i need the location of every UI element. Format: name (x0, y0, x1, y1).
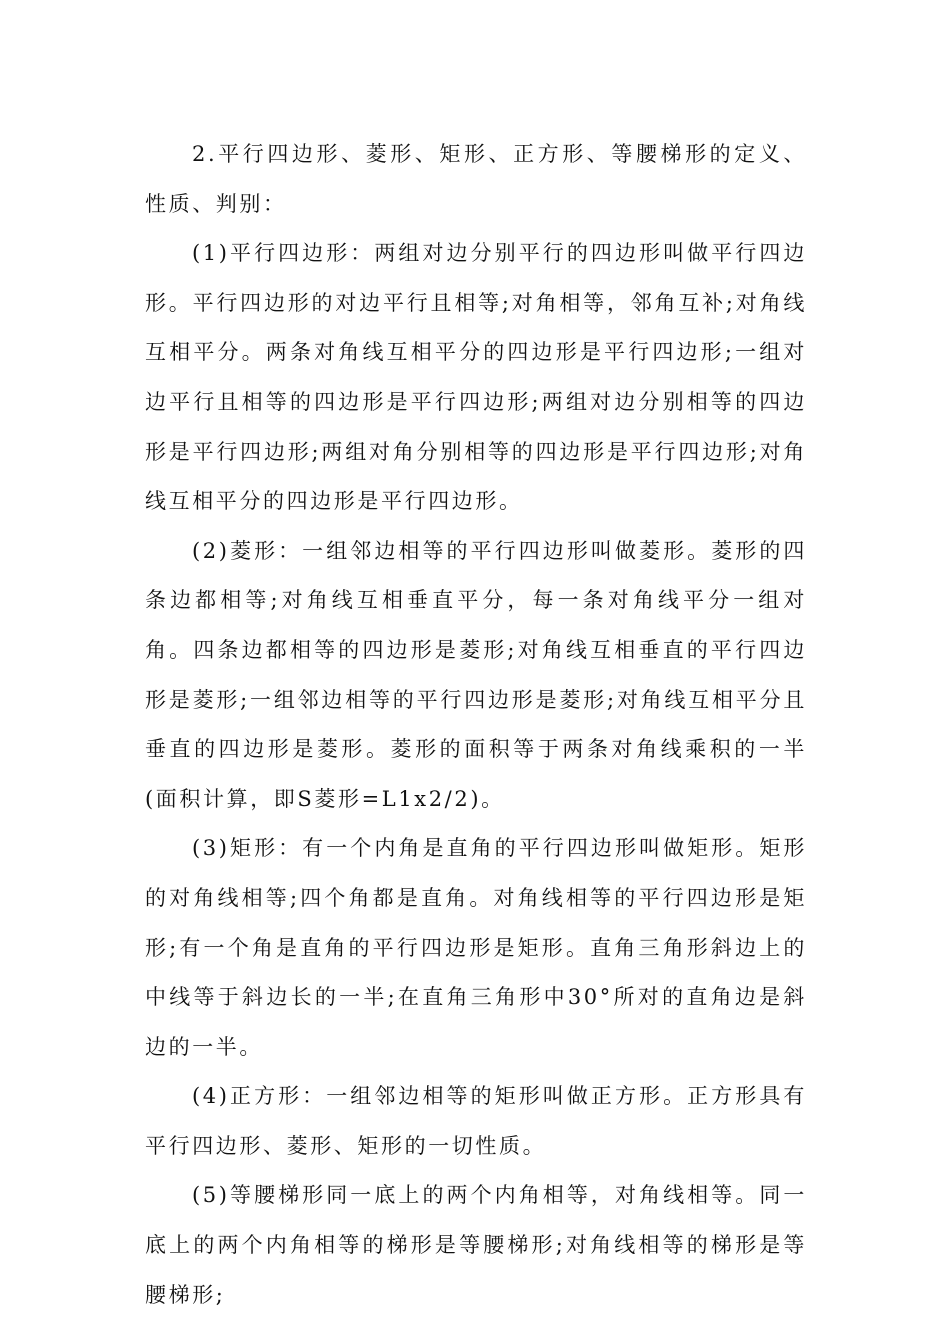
paragraph-square: (4)正方形：一组邻边相等的矩形叫做正方形。正方形具有平行四边形、菱形、矩形的一切性质。 (145, 1084, 807, 1158)
paragraph-heading: 2.平行四边形、菱形、矩形、正方形、等腰梯形的定义、性质、判别： (145, 142, 807, 216)
paragraph-parallelogram: (1)平行四边形：两组对边分别平行的四边形叫做平行四边形。平行四边形的对边平行且相等;对角相等，邻角互补;对角线互相平分。两条对角线互相平分的四边形是平行四边形;一组对边平行且相等的四边形是平行四边形;两组对边分别相等的四边形是平行四边形;两组对角分别相等的四边形是平行四边形;对角线互相平分的四边形是平行四边形。 (145, 241, 807, 514)
paragraph-isosceles-trapezoid: (5)等腰梯形同一底上的两个内角相等，对角线相等。同一底上的两个内角相等的梯形是等腰梯形;对角线相等的梯形是等腰梯形; (145, 1183, 807, 1307)
paragraph-rectangle: (3)矩形：有一个内角是直角的平行四边形叫做矩形。矩形的对角线相等;四个角都是直角。对角线相等的平行四边形是矩形;有一个角是直角的平行四边形是矩形。直角三角形斜边上的中线等于斜边长的一半;在直角三角形中30°所对的直角边是斜边的一半。 (145, 836, 807, 1059)
document-body (145, 130, 807, 1320)
paragraph-rhombus: (2)菱形：一组邻边相等的平行四边形叫做菱形。菱形的四条边都相等;对角线互相垂直平分，每一条对角线平分一组对角。四条边都相等的四边形是菱形;对角线互相垂直的平行四边形是菱形;一组邻边相等的平行四边形是菱形;对角线互相平分且垂直的四边形是菱形。菱形的面积等于两条对角线乘积的一半(面积计算，即S菱形=L1x2/2)。 (145, 538, 807, 811)
